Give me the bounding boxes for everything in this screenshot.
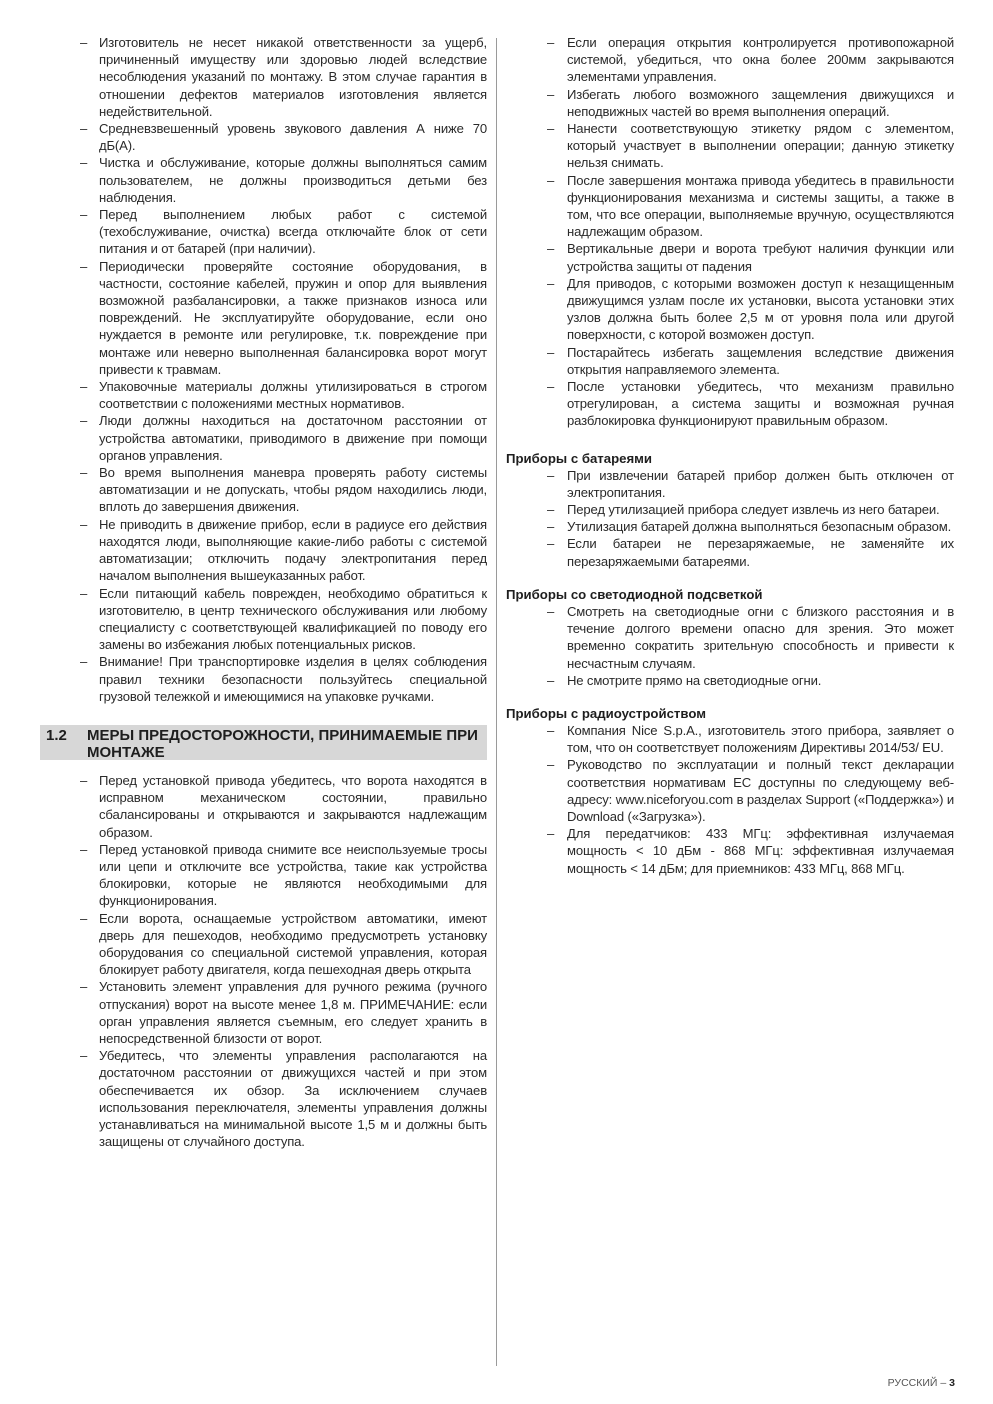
list-item-text: Перед установкой привода убедитесь, что ворота находятся в исправном механическом состоянии, правильно сбалансированы и открываются и закрываются надлежащим образом. bbox=[99, 772, 487, 840]
list-item-text: После установки убедитесь, что механизм правильно отрегулирован, а система защиты и возможная ручная разблокировка функционируют правильным образом. bbox=[567, 379, 954, 429]
list-item-text: Перед утилизацией прибора следует извлечь из него батареи. bbox=[567, 502, 940, 518]
list-item-text: Смотреть на светодиодные огни с близкого расстояния и в течение долгого времени опасно для зрения. Это может временно сократить зрительную способность и привести к несчастным случаям. bbox=[567, 603, 954, 671]
list-dash-marker: – bbox=[547, 241, 555, 257]
list-item bbox=[506, 344, 954, 378]
installation-precautions-list bbox=[40, 772, 487, 1150]
list-item bbox=[40, 841, 487, 910]
list-dash-marker: – bbox=[547, 502, 555, 518]
list-item bbox=[40, 516, 487, 585]
page-footer bbox=[888, 1377, 955, 1389]
list-item-text: Не смотрите прямо на светодиодные огни. bbox=[567, 672, 822, 688]
right-top-list bbox=[506, 34, 954, 430]
list-item bbox=[40, 978, 487, 1047]
list-dash-marker: – bbox=[80, 1048, 88, 1064]
list-item bbox=[506, 240, 954, 274]
list-item-text: Нанести соответствующую этикетку рядом с элементом, который участвует в выполнении операции; данную этикетку нельзя снимать. bbox=[567, 121, 954, 171]
right-column bbox=[506, 34, 954, 877]
list-item-text: Не приводить в движение прибор, если в радиусе его действия находятся люди, выполняющие какие-либо работы с системой автоматизации; отключить подачу электропитания перед началом выполнения вышеуказанных работ. bbox=[99, 516, 487, 584]
list-item bbox=[506, 756, 954, 825]
list-item bbox=[506, 172, 954, 241]
list-dash-marker: – bbox=[80, 910, 88, 926]
list-dash-marker: – bbox=[547, 826, 555, 842]
list-item bbox=[40, 585, 487, 654]
list-item bbox=[40, 772, 487, 841]
list-dash-marker: – bbox=[80, 841, 88, 857]
list-dash-marker: – bbox=[547, 35, 555, 50]
list-item bbox=[506, 275, 954, 344]
list-dash-marker: – bbox=[80, 207, 88, 223]
list-item-text: Перед выполнением любых работ с системой (техобслуживание, очистка) всегда отключайте блок от сети питания и от батарей (при наличии). bbox=[99, 207, 487, 257]
list-item bbox=[40, 378, 487, 412]
list-item-text: Внимание! При транспортировке изделия в целях соблюдения правил техники безопасности пользуйтесь специальной грузовой тележкой и имеющимися на упаковке ручками. bbox=[99, 654, 487, 704]
list-item-text: После завершения монтажа привода убедитесь в правильности функционирования механизма и системы защиты, а также в том, что все операции, выполняемые вручную, осуществляются надлежащим образом. bbox=[567, 172, 954, 240]
list-item-text: Для приводов, с которыми возможен доступ к незащищенным движущимся узлам после их установки, высота установки этих узлов должна быть более 2,5 м от уровня пола или другой поверхности, с которой возможен доступ. bbox=[567, 275, 954, 343]
list-dash-marker: – bbox=[80, 585, 88, 601]
list-item bbox=[506, 672, 954, 689]
list-item bbox=[40, 154, 487, 206]
list-dash-marker: – bbox=[547, 172, 555, 188]
list-item bbox=[40, 258, 487, 378]
radio-heading: Приборы с радиоустройством bbox=[506, 705, 706, 721]
list-item-text: Во время выполнения маневра проверять работу системы автоматизации и не допускать, чтобы рядом находились люди, вплоть до завершения движения. bbox=[99, 465, 487, 515]
list-dash-marker: – bbox=[80, 654, 88, 670]
list-dash-marker: – bbox=[547, 275, 555, 291]
section-number: 1.2 bbox=[46, 726, 67, 744]
batteries-list bbox=[506, 467, 954, 570]
list-item-text: Руководство по эксплуатации и полный текст декларации соответствия нормативам ЕС доступны по следующему веб-адресу: www.niceforyou.com в разделах Support («Поддержка») и Download («Загрузка»). bbox=[567, 757, 954, 824]
footer-language: РУССКИЙ bbox=[887, 1377, 938, 1389]
list-item-text: Постарайтесь избегать защемления вследствие движения открытия направляемого элемента. bbox=[567, 344, 954, 377]
batteries-heading: Приборы с батареями bbox=[506, 450, 653, 466]
list-dash-marker: – bbox=[80, 155, 88, 171]
list-dash-marker: – bbox=[80, 772, 88, 788]
section-title: МЕРЫ ПРЕДОСТОРОЖНОСТИ, ПРИНИМАЕМЫЕ ПРИ МОНТАЖЕ bbox=[87, 726, 478, 761]
list-item bbox=[40, 120, 487, 154]
list-dash-marker: – bbox=[80, 465, 88, 481]
list-item-text: Если ворота, оснащаемые устройством автоматики, имеют дверь для пешеходов, необходимо предусмотреть установку оборудования со специальной системой управления, которая блокирует работу двигателя, когда пешеходная дверь открыта bbox=[99, 910, 487, 978]
list-item bbox=[506, 722, 954, 756]
list-dash-marker: – bbox=[80, 121, 88, 137]
list-dash-marker: – bbox=[80, 413, 88, 429]
list-dash-marker: – bbox=[80, 35, 88, 50]
list-item bbox=[506, 535, 954, 569]
list-item-text: Утилизация батарей должна выполняться безопасным образом. bbox=[567, 519, 952, 535]
list-item-text: Изготовитель не несет никакой ответственности за ущерб, причиненный имуществу или здоровью людей вследствие несоблюдения указаний по монтажу. В этом случае гарантия в отношении дефектов материалов изготовления является недействительной. bbox=[99, 35, 487, 119]
page-number: 3 bbox=[949, 1377, 955, 1389]
list-item bbox=[506, 518, 954, 535]
footer-separator: – bbox=[937, 1377, 950, 1389]
list-item bbox=[40, 1047, 487, 1150]
list-item-text: Чистка и обслуживание, которые должны выполняться самим пользователем, не должны производиться детьми без наблюдения. bbox=[99, 155, 487, 205]
list-item-text: Средневзвешенный уровень звукового давления А ниже 70 дБ(А). bbox=[99, 121, 487, 154]
list-dash-marker: – bbox=[80, 516, 88, 532]
list-item-text: Избегать любого возможного защемления движущихся и неподвижных частей во время выполнения операций. bbox=[567, 86, 954, 119]
list-dash-marker: – bbox=[547, 603, 555, 619]
list-item bbox=[40, 910, 487, 979]
list-item-text: Убедитесь, что элементы управления располагаются на достаточном расстоянии от движущихся частей и при этом обеспечивается их обзор. За исключением случаев использования переключателя, элементы управления должны устанавливаться на минимальной высоте 1,5 м и должны быть защищены от случайного доступа. bbox=[99, 1048, 487, 1150]
leds-heading: Приборы со светодиодной подсветкой bbox=[506, 586, 763, 602]
list-item bbox=[506, 120, 954, 172]
list-item bbox=[506, 34, 954, 86]
list-item-text: Перед установкой привода снимите все неиспользуемые тросы или цепи и отключите все устройства, такие как устройства блокировки, которые не являются необходимыми для функционирования. bbox=[99, 841, 487, 909]
list-dash-marker: – bbox=[547, 86, 555, 102]
list-item bbox=[40, 464, 487, 516]
section-heading-bar bbox=[40, 725, 487, 760]
list-item bbox=[40, 34, 487, 120]
list-dash-marker: – bbox=[547, 672, 555, 688]
list-item bbox=[40, 653, 487, 705]
list-item bbox=[506, 501, 954, 518]
list-item-text: Установить элемент управления для ручного режима (ручного отпускания) ворот на высоте менее 1,8 м. ПРИМЕЧАНИЕ: если орган управления является съемным, его следует хранить в непосредственной близости от ворот. bbox=[99, 979, 487, 1046]
column-divider bbox=[496, 38, 497, 1366]
list-dash-marker: – bbox=[547, 722, 555, 738]
left-column bbox=[40, 34, 487, 1150]
list-dash-marker: – bbox=[547, 519, 555, 535]
list-item bbox=[506, 467, 954, 501]
list-item bbox=[40, 206, 487, 258]
left-top-list bbox=[40, 34, 487, 705]
list-item-text: Если батареи не перезаряжаемые, не заменяйте их перезаряжаемыми батареями. bbox=[567, 536, 954, 569]
list-item-text: При извлечении батарей прибор должен быть отключен от электропитания. bbox=[567, 467, 954, 500]
list-item bbox=[506, 86, 954, 120]
list-dash-marker: – bbox=[547, 536, 555, 552]
list-dash-marker: – bbox=[547, 379, 555, 395]
list-item-text: Упаковочные материалы должны утилизироваться в строгом соответствии с положениями местных нормативов. bbox=[99, 379, 487, 412]
list-dash-marker: – bbox=[80, 258, 88, 274]
list-item-text: Если питающий кабель поврежден, необходимо обратиться к изготовителю, в центр технического обслуживания или любому специалисту с соответствующей квалификацией по поводу его замены во избежания любых потенциальных рисков. bbox=[99, 585, 487, 653]
list-item-text: Вертикальные двери и ворота требуют наличия функции или устройства защиты от падения bbox=[567, 241, 954, 274]
leds-list bbox=[506, 603, 954, 689]
list-dash-marker: – bbox=[547, 467, 555, 483]
list-dash-marker: – bbox=[547, 757, 555, 773]
list-dash-marker: – bbox=[80, 979, 88, 995]
list-dash-marker: – bbox=[547, 344, 555, 360]
list-item-text: Для передатчиков: 433 МГц: эффективная излучаемая мощность < 10 дБм - 868 МГц: эффективная излучаемая мощность < 14 дБм; для приемников: 433 МГц, 868 МГц. bbox=[567, 826, 954, 876]
list-item bbox=[506, 603, 954, 672]
list-dash-marker: – bbox=[80, 379, 88, 395]
list-item bbox=[40, 412, 487, 464]
list-item bbox=[506, 378, 954, 430]
list-dash-marker: – bbox=[547, 121, 555, 137]
list-item-text: Люди должны находиться на достаточном расстоянии от устройства автоматики, приводимого в движение при помощи органов управления. bbox=[99, 413, 487, 463]
list-item-text: Периодически проверяйте состояние оборудования, в частности, состояние кабелей, пружин и опор для выявления возможной разбалансировки, а также признаков износа или повреждений. Не эксплуатируйте оборудование, если оно нуждается в ремонте или регулировке, т.к. повреждение при монтаже или неверно выполненная балансировка ворот могут привести к травмам. bbox=[99, 258, 487, 377]
list-item bbox=[506, 825, 954, 877]
radio-list bbox=[506, 722, 954, 877]
list-item-text: Компания Nice S.p.A., изготовитель этого прибора, заявляет о том, что он соответствует положениям Директивы 2014/53/ EU. bbox=[567, 722, 954, 756]
list-item-text: Если операция открытия контролируется противопожарной системой, убедиться, что окна более 200мм закрываются элементами управления. bbox=[567, 35, 954, 85]
